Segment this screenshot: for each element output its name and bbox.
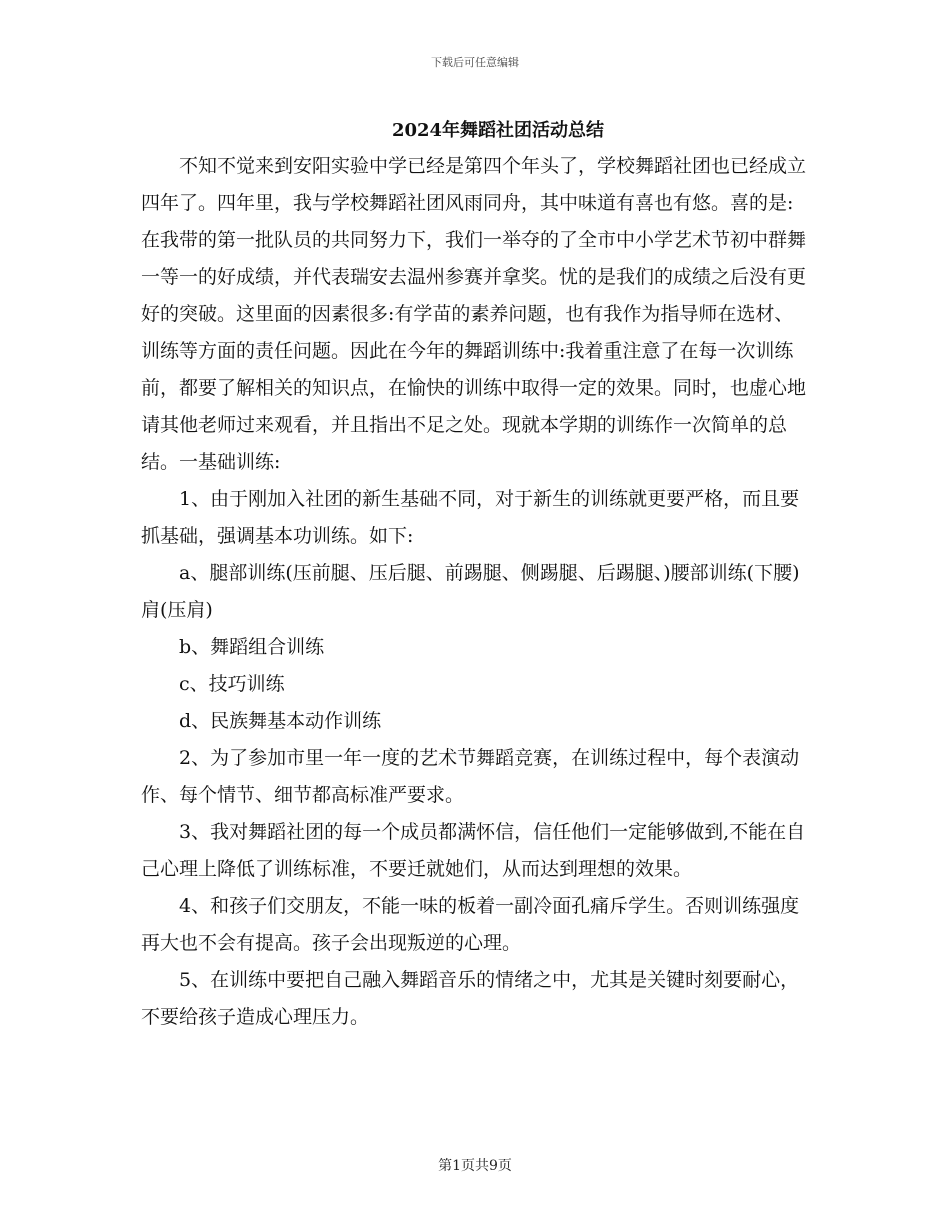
header-note: 下载后可任意编辑 bbox=[431, 56, 519, 69]
paragraph-subitem-c: c、技巧训练 bbox=[179, 673, 285, 695]
paragraph-item-5: 5、在训练中要把自己融入舞蹈音乐的情绪之中，尤其是关键时刻要耐心，不要给孩子造成心理压力。 bbox=[141, 969, 800, 1028]
paragraph-item-2: 2、为了参加市里一年一度的艺术节舞蹈竞赛，在训练过程中，每个表演动作、每个情节、细节都高标准严要求。 bbox=[141, 747, 800, 806]
paragraph-item-4: 4、和孩子们交朋友，不能一味的板着一副冷面孔痛斥学生。否则训练强度再大也不会有提高。孩子会出现叛逆的心理。 bbox=[141, 895, 800, 954]
document-title: 2024年舞蹈社团活动总结 bbox=[391, 120, 605, 141]
document-body bbox=[141, 148, 809, 1036]
paragraph-subitem-a: a、腿部训练(压前腿、压后腿、前踢腿、侧踢腿、后踢腿、)腰部训练(下腰)肩(压肩) bbox=[141, 562, 800, 621]
paragraph-item-1: 1、由于刚加入社团的新生基础不同，对于新生的训练就更要严格，而且要抓基础，强调基本功训练。如下: bbox=[141, 488, 800, 547]
page-footer: 第1页共9页 bbox=[438, 1158, 512, 1174]
paragraph-intro: 不知不觉来到安阳实验中学已经是第四个年头了，学校舞蹈社团也已经成立四年了。四年里，我与学校舞蹈社团风雨同舟，其中味道有喜也有悠。喜的是:在我带的第一批队员的共同努力下，我们一举夺的了全市中小学艺术节初中群舞一等一的好成绩，并代表瑞安去温州参赛并拿奖。忧的是我们的成绩之后没有更好的突破。这里面的因素很多:有学苗的素养问题，也有我作为指导师在选材、训练等方面的责任问题。因此在今年的舞蹈训练中:我着重注意了在每一次训练前，都要了解相关的知识点，在愉快的训练中取得一定的效果。同时，也虚心地请其他老师过来观看，并且指出不足之处。现就本学期的训练作一次简单的总结。一基础训练: bbox=[141, 155, 807, 473]
paragraph-subitem-b: b、舞蹈组合训练 bbox=[179, 636, 325, 658]
paragraph-item-3: 3、我对舞蹈社团的每一个成员都满怀信，信任他们一定能够做到,不能在自己心理上降低了训练标准，不要迁就她们，从而达到理想的效果。 bbox=[141, 821, 806, 880]
paragraph-subitem-d: d、民族舞基本动作训练 bbox=[179, 710, 382, 732]
